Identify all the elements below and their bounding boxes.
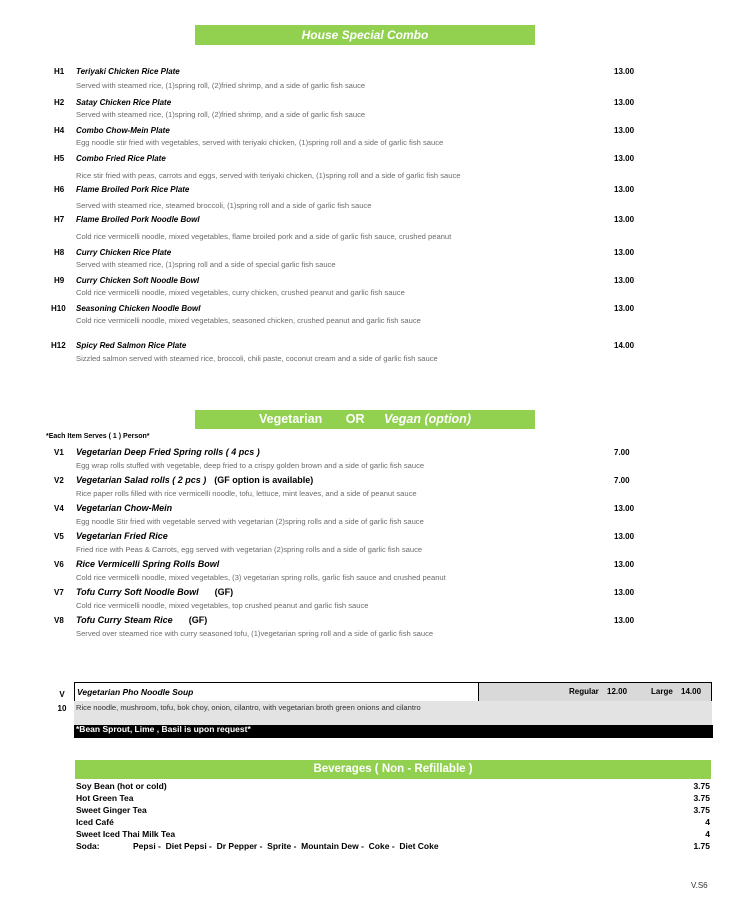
item-description: Cold rice vermicelli noodle, mixed vegetables, (3) vegetarian spring rolls, garlic fish sauce and crushed peanut <box>76 573 446 582</box>
item-code: V5 <box>54 532 64 541</box>
item-name: Combo Chow-Mein Plate <box>76 126 170 135</box>
item-code: H6 <box>54 185 65 194</box>
item-description: Cold rice vermicelli noodle, mixed vegetables, flame broiled pork and a side of garlic fish sauce, crushed peanut <box>76 232 452 241</box>
item-name: Curry Chicken Soft Noodle Bowl <box>76 276 200 285</box>
gf-tag: (GF) <box>214 587 234 597</box>
beverage-price: 3.75 <box>693 781 710 791</box>
item-description: Served with steamed rice, (1)spring roll, (2)fried shrimp, and a side of garlic fish sauce <box>76 110 366 119</box>
item-code: H8 <box>54 248 65 257</box>
item-code: H5 <box>54 154 65 163</box>
beverage-row <box>76 817 710 829</box>
pho-desc-cell <box>74 701 712 725</box>
item-price: 13.00 <box>614 560 635 569</box>
pho-code-line2: 10 <box>57 704 67 713</box>
pho-regular-price: 12.00 <box>607 687 628 696</box>
pho-large <box>651 687 701 696</box>
item-price: 13.00 <box>614 126 635 135</box>
item-name-text: Rice Vermicelli Spring Rolls Bowl <box>76 559 220 569</box>
item-name-text: Vegetarian Fried Rice <box>76 531 168 541</box>
pho-name-cell <box>74 682 479 702</box>
combo-section-title: House Special Combo <box>301 28 429 42</box>
item-code: H12 <box>51 341 66 350</box>
item-price: 13.00 <box>614 98 635 107</box>
item-code: V1 <box>54 448 64 457</box>
item-description: Cold rice vermicelli noodle, mixed vegetables, seasoned chicken, crushed peanut and garlic fish sauce <box>76 316 421 325</box>
veg-title-vegetarian: Vegetarian <box>259 412 323 426</box>
item-price: 13.00 <box>614 154 635 163</box>
pho-regular-label: Regular <box>569 687 599 696</box>
item-price: 7.00 <box>614 476 630 485</box>
item-code: V8 <box>54 616 64 625</box>
item-price: 14.00 <box>614 341 635 350</box>
combo-section-banner <box>195 25 535 45</box>
item-name <box>76 531 168 541</box>
item-price: 13.00 <box>614 588 635 597</box>
item-description: Rice stir fried with peas, carrots and eggs, served with teriyaki chicken, (1)spring roll and a side of garlic fish sauce <box>76 171 461 180</box>
item-description: Served with steamed rice, steamed broccoli, (1)spring roll and a side of garlic fish sauce <box>76 201 372 210</box>
item-price: 13.00 <box>614 276 635 285</box>
item-price: 13.00 <box>614 532 635 541</box>
pho-note-bar <box>74 725 713 738</box>
item-name <box>76 615 207 625</box>
soda-price: 1.75 <box>693 841 710 851</box>
beverage-price: 4 <box>705 817 710 827</box>
item-price: 13.00 <box>614 504 635 513</box>
item-price: 13.00 <box>614 304 635 313</box>
beverage-row <box>76 781 710 793</box>
item-name: Combo Fried Rice Plate <box>76 154 166 163</box>
item-name: Seasoning Chicken Noodle Bowl <box>76 304 201 313</box>
pho-regular <box>569 687 627 696</box>
item-name <box>76 559 219 569</box>
item-description: Egg noodle Stir fried with vegetable served with vegetarian (2)spring rolls and a side of garlic fish sauce <box>76 517 424 526</box>
beverage-price: 4 <box>705 829 710 839</box>
item-code: V7 <box>54 588 64 597</box>
gf-tag: (GF option is available) <box>214 475 314 485</box>
pho-name: Vegetarian Pho Noodle Soup <box>77 687 194 697</box>
beverage-name: Sweet Iced Thai Milk Tea <box>76 829 176 839</box>
item-code: H10 <box>51 304 66 313</box>
item-price: 13.00 <box>614 185 635 194</box>
item-description: Served with steamed rice, (1)spring roll and a side of special garlic fish sauce <box>76 260 336 269</box>
item-name: Curry Chicken Rice Plate <box>76 248 172 257</box>
serving-note: *Each Item Serves ( 1 ) Person* <box>46 433 150 440</box>
item-description: Served over steamed rice with curry seasoned tofu, (1)vegetarian spring roll and a side of garlic fish sauce <box>76 629 434 638</box>
beverage-name: Iced Café <box>76 817 114 827</box>
veg-section-banner <box>195 410 535 429</box>
pho-large-label: Large <box>651 687 673 696</box>
item-description: Sizzled salmon served with steamed rice, broccoli, chili paste, coconut cream and a side of garlic fish sauce <box>76 354 438 363</box>
item-code: V6 <box>54 560 64 569</box>
pho-description: Rice noodle, mushroom, tofu, bok choy, onion, cilantro, with vegetarian broth green onions and cilantro <box>76 703 421 712</box>
item-name-text: Tofu Curry Soft Noodle Bowl <box>76 587 199 597</box>
item-name: Teriyaki Chicken Rice Plate <box>76 67 180 76</box>
soda-label: Soda: <box>76 841 100 851</box>
item-price: 7.00 <box>614 448 630 457</box>
item-price: 13.00 <box>614 616 635 625</box>
item-name: Satay Chicken Rice Plate <box>76 98 172 107</box>
soda-list: Pepsi - Diet Pepsi - Dr Pepper - Sprite - Mountain Dew - Coke - Diet Coke <box>133 841 439 851</box>
item-description: Cold rice vermicelli noodle, mixed vegetables, curry chicken, crushed peanut and garlic fish sauce <box>76 288 405 297</box>
item-description: Egg noodle stir fried with vegetables, served with teriyaki chicken, (1)spring roll and a side of garlic fish sauce <box>76 138 444 147</box>
item-name-text: Vegetarian Deep Fried Spring rolls ( 4 pcs ) <box>76 447 260 457</box>
item-name <box>76 475 313 485</box>
item-description: Cold rice vermicelli noodle, mixed vegetables, top crushed peanut and garlic fish sauce <box>76 601 369 610</box>
pho-code-line1: V <box>59 690 65 699</box>
beverage-row <box>76 805 710 817</box>
item-name: Flame Broiled Pork Noodle Bowl <box>76 215 200 224</box>
item-description: Rice paper rolls filled with rice vermicelli noodle, tofu, lettuce, mint leaves, and a side of peanut sauce <box>76 489 417 498</box>
beverage-price: 3.75 <box>693 793 710 803</box>
pho-large-price: 14.00 <box>681 687 702 696</box>
item-description: Fried rice with Peas & Carrots, egg served with vegetarian (2)spring rolls and a side of garlic fish sauce <box>76 545 423 554</box>
item-code: H4 <box>54 126 65 135</box>
item-description: Egg wrap rolls stuffed with vegetable, deep fried to a crispy golden brown and a side of garlic fish sauce <box>76 461 425 470</box>
beverage-name: Soy Bean (hot or cold) <box>76 781 167 791</box>
item-name: Flame Broiled Pork Rice Plate <box>76 185 190 194</box>
veg-title-or: OR <box>345 412 365 426</box>
item-price: 13.00 <box>614 215 635 224</box>
veg-title-vegan: Vegan (option) <box>383 412 471 426</box>
pho-price-cell <box>478 682 712 702</box>
pho-code <box>55 688 69 716</box>
item-name-text: Vegetarian Chow-Mein <box>76 503 173 513</box>
item-price: 13.00 <box>614 248 635 257</box>
item-code: V2 <box>54 476 64 485</box>
item-code: V4 <box>54 504 64 513</box>
pho-note: *Bean Sprout, Lime , Basil is upon request* <box>76 724 251 734</box>
beverage-price: 3.75 <box>693 805 710 815</box>
item-name-text: Vegetarian Salad rolls ( 2 pcs ) <box>76 475 207 485</box>
beverage-name: Sweet Ginger Tea <box>76 805 147 815</box>
item-name-text: Tofu Curry Steam Rice <box>76 615 173 625</box>
beverages-banner <box>75 760 711 779</box>
item-name <box>76 587 233 597</box>
item-name: Spicy Red Salmon Rice Plate <box>76 341 187 350</box>
beverage-name: Hot Green Tea <box>76 793 134 803</box>
beverages-title: Beverages ( Non - Refillable ) <box>313 763 473 775</box>
gf-tag: (GF) <box>188 615 208 625</box>
beverage-row <box>76 793 710 805</box>
beverage-row <box>76 829 710 841</box>
item-code: H2 <box>54 98 65 107</box>
version-label: V.S6 <box>691 881 708 890</box>
item-description: Served with steamed rice, (1)spring roll, (2)fried shrimp, and a side of garlic fish sauce <box>76 81 366 90</box>
item-price: 13.00 <box>614 67 635 76</box>
item-name <box>76 447 260 457</box>
item-code: H7 <box>54 215 65 224</box>
soda-row <box>76 841 710 853</box>
item-code: H1 <box>54 67 65 76</box>
item-name <box>76 503 172 513</box>
item-code: H9 <box>54 276 65 285</box>
